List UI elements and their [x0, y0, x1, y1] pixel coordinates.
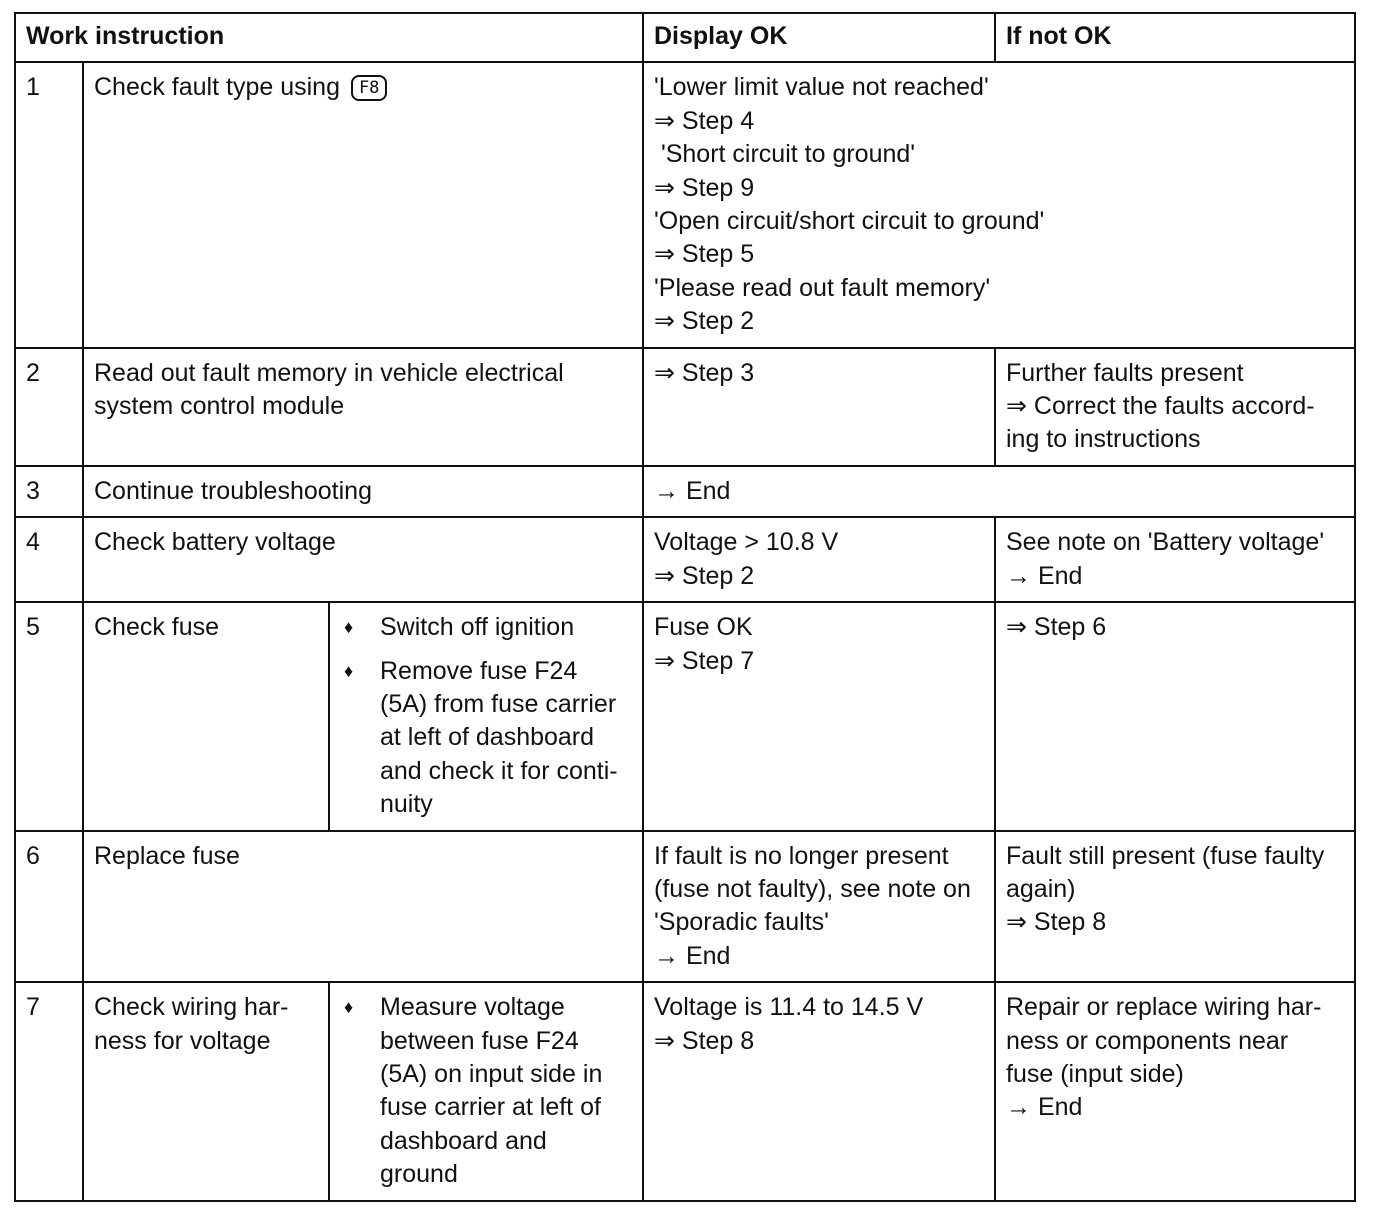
instruction-cell	[83, 982, 329, 1200]
display-ok-line: Voltage is 11.4 to 14.5 V	[654, 993, 924, 1022]
if-not-ok-line: ⇒ Step 8	[1006, 908, 1107, 937]
display-ok-line: ⇒ Step 8	[654, 1026, 755, 1055]
display-ok-line: ⇒ Step 2	[654, 561, 755, 590]
diamond-bullet-icon: ♦	[344, 660, 354, 681]
action-line: dashboard and	[380, 1126, 547, 1155]
action-line: Switch off ignition	[380, 613, 575, 642]
if-not-ok-cell	[995, 517, 1355, 602]
instruction-text: Check fault type using	[94, 73, 340, 102]
action-line: (5A) on input side in	[380, 1059, 603, 1088]
display-ok-line: ⇒ Step 3	[654, 358, 755, 387]
action-item	[340, 611, 632, 644]
display-ok-line: (fuse not faulty), see note on	[654, 874, 971, 903]
instruction-line: system control module	[94, 392, 345, 421]
instruction-line: ness for voltage	[94, 1026, 271, 1055]
step-number: 3	[15, 466, 83, 517]
if-not-ok-line: fuse (input side)	[1006, 1059, 1184, 1088]
action-line: at left of dashboard	[380, 723, 595, 752]
instruction-cell	[83, 348, 643, 466]
table-row	[15, 466, 1355, 517]
table-row	[15, 831, 1355, 983]
table-row	[15, 517, 1355, 602]
display-ok-line: ⇒ Step 5	[654, 240, 755, 269]
step-number: 5	[15, 602, 83, 830]
instruction-cell	[83, 62, 643, 347]
if-not-ok-line: ⇒ Correct the faults accord-	[1006, 392, 1315, 421]
display-ok-line: ⇒ Step 4	[654, 106, 755, 135]
if-not-ok-cell	[995, 831, 1355, 983]
step-number: 7	[15, 982, 83, 1200]
if-not-ok-line: → End	[1006, 1093, 1083, 1122]
display-ok-line: If fault is no longer present	[654, 841, 949, 870]
header-display-ok: Display OK	[643, 13, 995, 62]
action-line: ground	[380, 1160, 458, 1189]
display-ok-line: 'Short circuit to ground'	[654, 140, 916, 169]
action-line: (5A) from fuse carrier	[380, 689, 617, 718]
header-if-not-ok: If not OK	[995, 13, 1355, 62]
action-line: Remove fuse F24	[380, 656, 578, 685]
table-row	[15, 602, 1355, 830]
display-ok-cell	[643, 602, 995, 830]
work-instruction-table	[14, 12, 1356, 1202]
display-ok-line: 'Please read out fault memory'	[654, 273, 991, 302]
header-work-instruction: Work instruction	[15, 13, 643, 62]
display-ok-cell	[643, 517, 995, 602]
display-ok-line: → End	[654, 941, 731, 970]
action-line: nuity	[380, 790, 433, 819]
instruction-line: Read out fault memory in vehicle electrical	[94, 358, 564, 387]
if-not-ok-line: ⇒ Step 6	[1006, 613, 1107, 642]
action-item	[340, 655, 632, 822]
display-ok-line: 'Lower limit value not reached'	[654, 73, 989, 102]
if-not-ok-line: Fault still present (fuse faulty	[1006, 841, 1325, 870]
display-ok-line: → End	[654, 476, 731, 505]
display-ok-cell	[643, 982, 995, 1200]
action-line: Measure voltage	[380, 993, 565, 1022]
display-ok-line: Fuse OK	[654, 613, 753, 642]
if-not-ok-cell	[995, 348, 1355, 466]
if-not-ok-cell	[995, 602, 1355, 830]
display-ok-line: Voltage > 10.8 V	[654, 528, 839, 557]
instruction-line: Check wiring har-	[94, 993, 289, 1022]
table-row	[15, 982, 1355, 1200]
action-line: and check it for conti-	[380, 756, 618, 785]
table-row	[15, 348, 1355, 466]
display-ok-line: ⇒ Step 9	[654, 173, 755, 202]
instruction-cell: Continue troubleshooting	[83, 466, 643, 517]
display-ok-line: 'Open circuit/short circuit to ground'	[654, 207, 1045, 236]
if-not-ok-line: Repair or replace wiring har-	[1006, 993, 1322, 1022]
display-ok-line: ⇒ Step 2	[654, 307, 755, 336]
display-ok-cell	[643, 831, 995, 983]
if-not-ok-line: → End	[1006, 561, 1083, 590]
display-ok-cell	[643, 466, 1355, 517]
diamond-bullet-icon: ♦	[344, 997, 354, 1018]
display-ok-line: ⇒ Step 7	[654, 646, 755, 675]
action-line: fuse carrier at left of	[380, 1093, 601, 1122]
step-number: 6	[15, 831, 83, 983]
step-number: 1	[15, 62, 83, 347]
instruction-cell: Check fuse	[83, 602, 329, 830]
display-ok-line: 'Sporadic faults'	[654, 908, 829, 937]
actions-cell	[329, 982, 643, 1200]
diamond-bullet-icon: ♦	[344, 617, 354, 638]
display-ok-cell	[643, 348, 995, 466]
if-not-ok-line: ing to instructions	[1006, 425, 1201, 454]
if-not-ok-line: Further faults present	[1006, 358, 1244, 387]
if-not-ok-line: again)	[1006, 874, 1076, 903]
action-line: between fuse F24	[380, 1026, 579, 1055]
instruction-cell: Check battery voltage	[83, 517, 643, 602]
header-row	[15, 13, 1355, 62]
f8-key-icon: F8	[351, 75, 387, 101]
display-ok-cell	[643, 62, 1355, 347]
if-not-ok-line: ness or components near	[1006, 1026, 1289, 1055]
step-number: 4	[15, 517, 83, 602]
instruction-cell: Replace fuse	[83, 831, 643, 983]
action-item	[340, 991, 632, 1191]
step-number: 2	[15, 348, 83, 466]
table-row	[15, 62, 1355, 347]
if-not-ok-cell	[995, 982, 1355, 1200]
if-not-ok-line: See note on 'Battery voltage'	[1006, 528, 1325, 557]
actions-cell	[329, 602, 643, 830]
